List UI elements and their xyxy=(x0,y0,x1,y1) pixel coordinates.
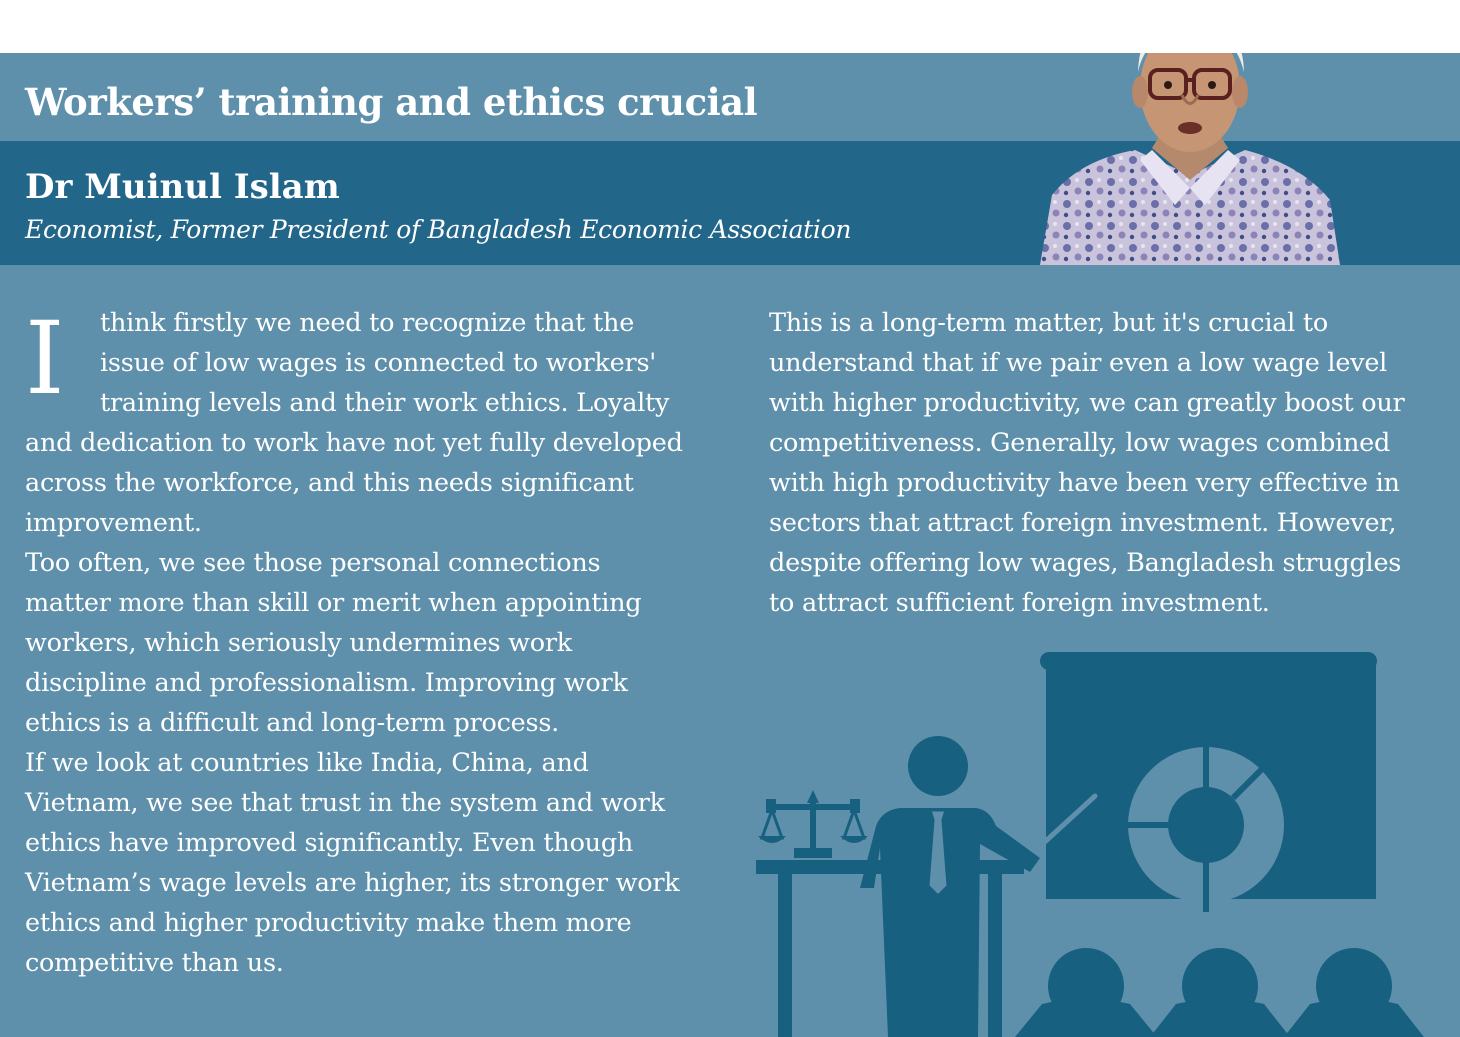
article-line: understand that if we pair even a low wage level xyxy=(769,348,1388,378)
article-line: If we look at countries like India, China, and xyxy=(25,748,589,778)
article-line: ethics is a difficult and long-term process. xyxy=(25,708,560,738)
article-line: competitive than us. xyxy=(25,948,284,978)
article-line: ethics have improved significantly. Even though xyxy=(25,828,634,858)
article-line: discipline and professionalism. Improving work xyxy=(25,668,628,698)
author-title: Economist, Former President of Bangladesh Economic Association xyxy=(25,215,852,244)
portrait-photo xyxy=(1040,53,1340,265)
presentation-illustration-icon xyxy=(750,648,1450,1037)
article-line: Vietnam’s wage levels are higher, its stronger work xyxy=(25,868,680,898)
article-line: across the workforce, and this needs significant xyxy=(25,468,634,498)
article-line: with higher productivity, we can greatly boost our xyxy=(769,388,1405,418)
article-line: improvement. xyxy=(25,508,202,538)
article-line: training levels and their work ethics. Loyalty xyxy=(100,388,670,418)
article-line: think firstly we need to recognize that the xyxy=(100,308,635,338)
article-line: despite offering low wages, Bangladesh struggles xyxy=(769,548,1402,578)
drop-cap: I xyxy=(25,300,65,417)
article-line: workers, which seriously undermines work xyxy=(25,628,572,658)
article-line: with high productivity have been very effective in xyxy=(769,468,1400,498)
article-line: Too often, we see those personal connections xyxy=(25,548,601,578)
article-column-left xyxy=(25,300,725,983)
article-line: matter more than skill or merit when appointing xyxy=(25,588,642,618)
author-name: Dr Muinul Islam xyxy=(25,167,340,207)
article-line: and dedication to work have not yet fully developed xyxy=(25,428,683,458)
article-line: sectors that attract foreign investment. However, xyxy=(769,508,1397,538)
article-line: This is a long-term matter, but it's crucial to xyxy=(769,308,1329,338)
headline: Workers’ training and ethics crucial xyxy=(25,80,758,124)
article-line: competitiveness. Generally, low wages combined xyxy=(769,428,1391,458)
article-card xyxy=(0,53,1460,1037)
article-column-right xyxy=(769,303,1449,623)
article-line: ethics and higher productivity make them more xyxy=(25,908,632,938)
article-line: issue of low wages is connected to workers' xyxy=(100,348,657,378)
article-line: Vietnam, we see that trust in the system and work xyxy=(25,788,665,818)
article-line: to attract sufficient foreign investment. xyxy=(769,588,1270,618)
